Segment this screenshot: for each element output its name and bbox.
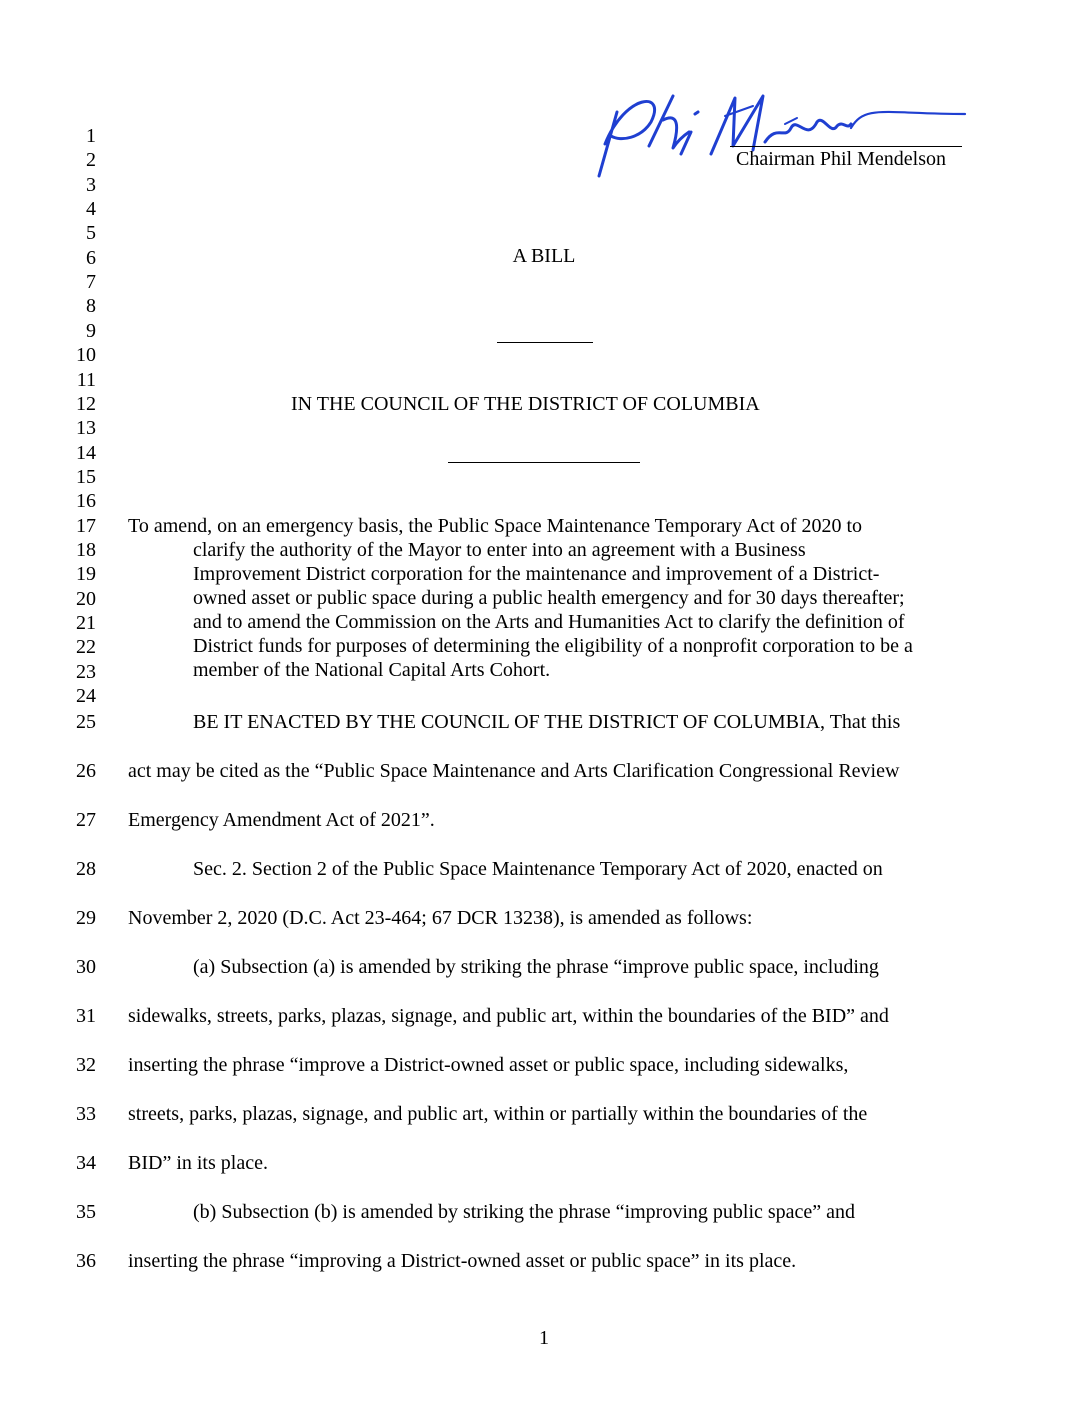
introducer-name: Chairman Phil Mendelson (736, 148, 946, 170)
section-2-heading: Sec. 2. Section 2 of the Public Space Maintenance Temporary Act of 2020, enacted on (193, 858, 883, 880)
line-number: 17 (76, 514, 96, 537)
body-line: November 2, 2020 (D.C. Act 23-464; 67 DCR 13238), is amended as follows: (128, 907, 753, 929)
line-number: 27 (76, 809, 96, 831)
line-number: 34 (76, 1152, 96, 1174)
body-line: inserting the phrase “improve a District-owned asset or public space, including sidewalks, (128, 1054, 849, 1076)
line-number: 24 (76, 685, 96, 708)
purpose-line: member of the National Capital Arts Cohort. (193, 659, 551, 681)
council-divider-blank (448, 462, 640, 463)
line-number: 18 (76, 538, 96, 561)
bill-heading: A BILL (512, 245, 576, 267)
purpose-first-line: To amend, on an emergency basis, the Public Space Maintenance Temporary Act of 2020 to (128, 515, 863, 537)
council-heading: IN THE COUNCIL OF THE DISTRICT OF COLUMBIA (291, 393, 760, 415)
line-number: 31 (76, 1005, 96, 1027)
line-number: 6 (86, 246, 96, 269)
line-number: 10 (76, 344, 96, 367)
line-number: 8 (86, 295, 96, 318)
purpose-line: District funds for purposes of determining the eligibility of a nonprofit corporation to be a (193, 635, 913, 657)
line-number: 23 (76, 660, 96, 683)
purpose-line: clarify the authority of the Mayor to enter into an agreement with a Business (193, 539, 806, 561)
line-number: 33 (76, 1103, 96, 1125)
body-line: act may be cited as the “Public Space Maintenance and Arts Clarification Congressional Review (128, 760, 900, 782)
line-number: 25 (76, 711, 96, 733)
line-number: 15 (76, 465, 96, 488)
line-number: 13 (76, 417, 96, 440)
line-number: 12 (76, 392, 96, 415)
line-number: 3 (86, 173, 96, 196)
line-number: 11 (76, 368, 96, 391)
purpose-line: and to amend the Commission on the Arts and Humanities Act to clarify the definition of (193, 611, 905, 633)
line-number: 9 (86, 319, 96, 342)
body-line: streets, parks, plazas, signage, and public art, within or partially within the boundaries of the (128, 1103, 868, 1125)
purpose-line: Improvement District corporation for the maintenance and improvement of a District- (193, 563, 880, 585)
body-line: BID” in its place. (128, 1152, 268, 1174)
line-number: 20 (76, 587, 96, 610)
line-number: 7 (86, 271, 96, 294)
line-number: 29 (76, 907, 96, 929)
line-number: 14 (76, 441, 96, 464)
bill-number-blank (497, 342, 593, 343)
line-number: 4 (86, 198, 96, 221)
line-number: 35 (76, 1201, 96, 1223)
subsection-a: (a) Subsection (a) is amended by striking the phrase “improve public space, including (193, 956, 879, 978)
purpose-line: owned asset or public space during a public health emergency and for 30 days thereafter; (193, 587, 905, 609)
body-line: inserting the phrase “improving a District-owned asset or public space” in its place. (128, 1250, 797, 1272)
enacting-clause: BE IT ENACTED BY THE COUNCIL OF THE DISTRICT OF COLUMBIA, That this (193, 711, 901, 733)
line-number: 22 (76, 636, 96, 659)
line-number: 1 (86, 125, 96, 147)
line-number: 5 (86, 222, 96, 245)
subsection-b: (b) Subsection (b) is amended by striking the phrase “improving public space” and (193, 1201, 856, 1223)
line-number: 30 (76, 956, 96, 978)
line-number: 2 (86, 149, 96, 172)
line-number: 21 (76, 612, 96, 634)
line-number: 26 (76, 760, 96, 782)
body-line: sidewalks, streets, parks, plazas, signage, and public art, within the boundaries of the BID” and (128, 1005, 889, 1027)
page-number: 1 (539, 1327, 549, 1349)
line-number: 36 (76, 1250, 96, 1272)
line-number: 28 (76, 858, 96, 880)
line-number: 32 (76, 1054, 96, 1076)
body-line: Emergency Amendment Act of 2021”. (128, 809, 435, 831)
line-number: 19 (76, 563, 96, 586)
line-number: 16 (76, 490, 96, 513)
